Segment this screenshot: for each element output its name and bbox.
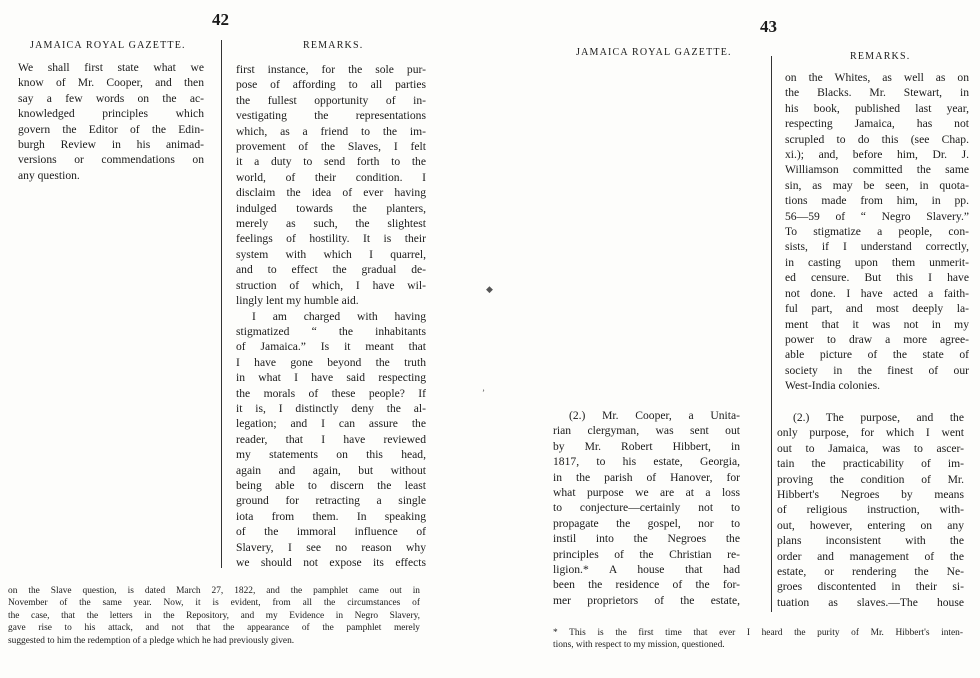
gazette-heading-right: JAMAICA ROYAL GAZETTE. (576, 47, 732, 58)
column-rule-left (221, 40, 222, 568)
page-number-right: 43 (760, 17, 777, 36)
column-rule-right (771, 56, 772, 612)
page-number-left: 42 (212, 10, 229, 29)
remarks-text-left: first instance, for the sole pur- pose of affording to all parties the fullest opportunity of in- vestigating the representations which, as a friend to the im- provement of the Slaves, I felt it a duty to send forth to the world, of their condition. I disclaim the idea of ever having indulged towards the planters, merely as such, the slightest feelings of hostility. It is their system with which I quarrel, and to effect the gradual de- struction of which, I have wil- lingly lent my humble aid. I am charged with having stigmatized “ the inhabitants of Jamaica.” Is it meant that I have gone beyond the truth in what I have said respecting the morals of these people? If it is, I distinctly deny the al- legation; and I can assure the reader, that I have reviewed my statements on this head, again and again, but without being able to discern the least ground for retracting a single iota from them. In speaking of the immoral influence of Slavery, I see no reason why we should not expose its effects (236, 63, 426, 569)
footnote-right: * This is the first time that ever I heard the purity of Mr. Hibbert's inten- tions, with respect to my mission, questioned. (553, 628, 963, 651)
remarks-text-right-bottom: (2.) The purpose, and the only purpose, for which I went out to Jamaica, was to ascer- tain the practicability of im- proving the condition of Mr. Hibbert's Negroes by means of religious instruction, with- out, however, entering on any plans inconsistent with the order and management of the estate, or rendering the Ne- groes discontented in their si- tuation as slaves.—The house (777, 411, 964, 609)
gazette-heading-left: JAMAICA ROYAL GAZETTE. (30, 40, 186, 51)
remarks-text-right-top: on the Whites, as well as on the Blacks. Mr. Stewart, in his book, published last year, respecting Jamaica, has not scrupled to do this (see Chap. xi.); and, before him, Dr. J. Williamson committed the same sin, as may be seen, in quota- tions made from him, in pp. 56—59 of “ Negro Slavery.” To stigmatize a people, con- sists, if I understand correctly, in casting upon them unmerit- ed censure. But this I have not done. I have acted a faith- ful part, and most deeply la- ment that it was not in my power to draw a more agree- able picture of the state of society in the finest of our West-India colonies. (785, 71, 969, 393)
remarks-heading-left: REMARKS. (303, 40, 364, 51)
scan-speck: ’ (482, 388, 485, 398)
gazette-text-left: We shall first state what we know of Mr. Cooper, and then say a few words on the ac- knowledged principles which govern the Editor of the Edin- burgh Review in his animad- versions or commendations on any question. (18, 61, 204, 182)
footnote-left: on the Slave question, is dated March 27, 1822, and the pamphlet came out in November of the same year. Now, it is evident, from all the circumstances of the case, that the letters in the Repository, and my Evidence in Negro Slavery, gave rise to his attack, and not that the appearance of the pamphlet merely suggested to him the redemption of a pledge which he had previously given. (8, 586, 420, 646)
scan-speck: ◆ (486, 284, 493, 294)
gazette-text-right: (2.) Mr. Cooper, a Unita- rian clergyman, was sent out by Mr. Robert Hibbert, in 1817, to his estate, Georgia, in the parish of Hanover, for what purpose we are at a loss to conjecture—certainly not to propagate the gospel, nor to instil into the Negroes the principles of the Christian re- ligion.* A house that had been the residence of the for- mer proprietors of the estate, (553, 409, 740, 607)
remarks-heading-right: REMARKS. (850, 51, 911, 62)
